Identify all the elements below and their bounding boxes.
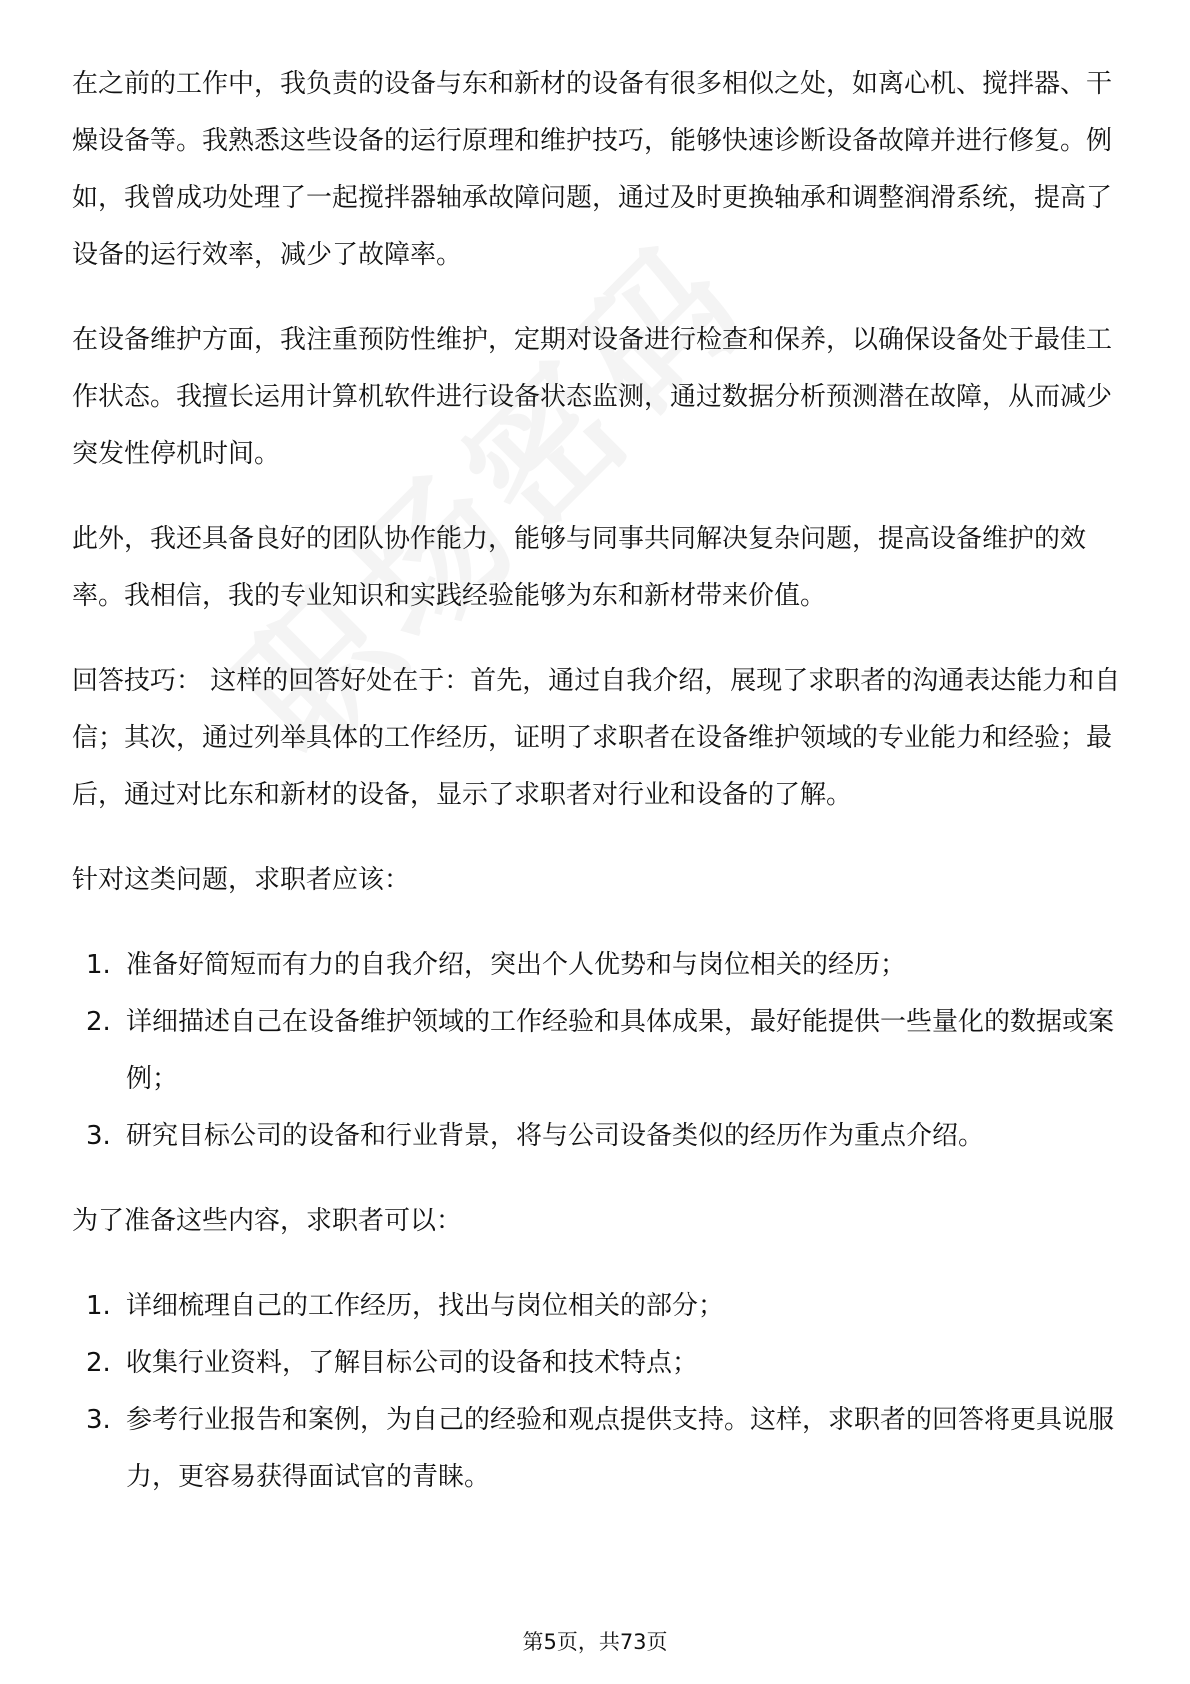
list-number: 1. [86, 1291, 111, 1321]
list-number: 3. [86, 1121, 111, 1151]
list-item [72, 1335, 1132, 1392]
list-item-text: 详细描述自己在设备维护领域的工作经验和具体成果，最好能提供一些量化的数据或案例； [126, 1007, 1115, 1094]
list-item [72, 937, 1132, 994]
list-prepare [72, 1278, 1132, 1506]
list-item-text: 研究目标公司的设备和行业背景，将与公司设备类似的经历作为重点介绍。 [126, 1121, 985, 1151]
list-number: 2. [86, 1348, 111, 1378]
list-number: 2. [86, 1007, 111, 1037]
paragraph-work-experience: 在之前的工作中，我负责的设备与东和新材的设备有很多相似之处，如离心机、搅拌器、干燥设备等。我熟悉这些设备的运行原理和维护技巧，能够快速诊断设备故障并进行修复。例如，我曾成功处理了一起搅拌器轴承故障问题，通过及时更换轴承和调整润滑系统，提高了设备的运行效率，减少了故障率。 [72, 69, 1113, 270]
list-item-text: 详细梳理自己的工作经历，找出与岗位相关的部分； [126, 1291, 725, 1321]
list-item-text: 收集行业资料，了解目标公司的设备和技术特点； [126, 1348, 699, 1378]
page-number: 第5页，共73页 [522, 1630, 668, 1654]
list-item [72, 994, 1132, 1108]
list-number: 3. [86, 1405, 111, 1435]
paragraph-answer-tips: 回答技巧： 这样的回答好处在于：首先，通过自我介绍，展现了求职者的沟通表达能力和自信；其次，通过列举具体的工作经历，证明了求职者在设备维护领域的专业能力和经验；最后，通过对比东和新材的设备，显示了求职者对行业和设备的了解。 [72, 666, 1121, 810]
paragraph-should-do: 针对这类问题，求职者应该： [72, 865, 411, 895]
paragraph-teamwork: 此外，我还具备良好的团队协作能力，能够与同事共同解决复杂问题，提高设备维护的效率。我相信，我的专业知识和实践经验能够为东和新材带来价值。 [72, 524, 1087, 611]
list-item-text: 参考行业报告和案例，为自己的经验和观点提供支持。这样，求职者的回答将更具说服力，更容易获得面试官的青睐。 [126, 1405, 1115, 1492]
list-item [72, 1108, 1132, 1165]
paragraph-prepare: 为了准备这些内容，求职者可以： [72, 1206, 463, 1236]
list-item [72, 1392, 1132, 1506]
list-should-do [72, 937, 1132, 1165]
list-item-text: 准备好简短而有力的自我介绍，突出个人优势和与岗位相关的经历； [126, 950, 907, 980]
list-item [72, 1278, 1132, 1335]
list-number: 1. [86, 950, 111, 980]
page-footer [0, 1626, 1190, 1656]
document-body [72, 56, 1132, 1534]
paragraph-maintenance: 在设备维护方面，我注重预防性维护，定期对设备进行检查和保养，以确保设备处于最佳工作状态。我擅长运用计算机软件进行设备状态监测，通过数据分析预测潜在故障，从而减少突发性停机时间。 [72, 325, 1113, 469]
